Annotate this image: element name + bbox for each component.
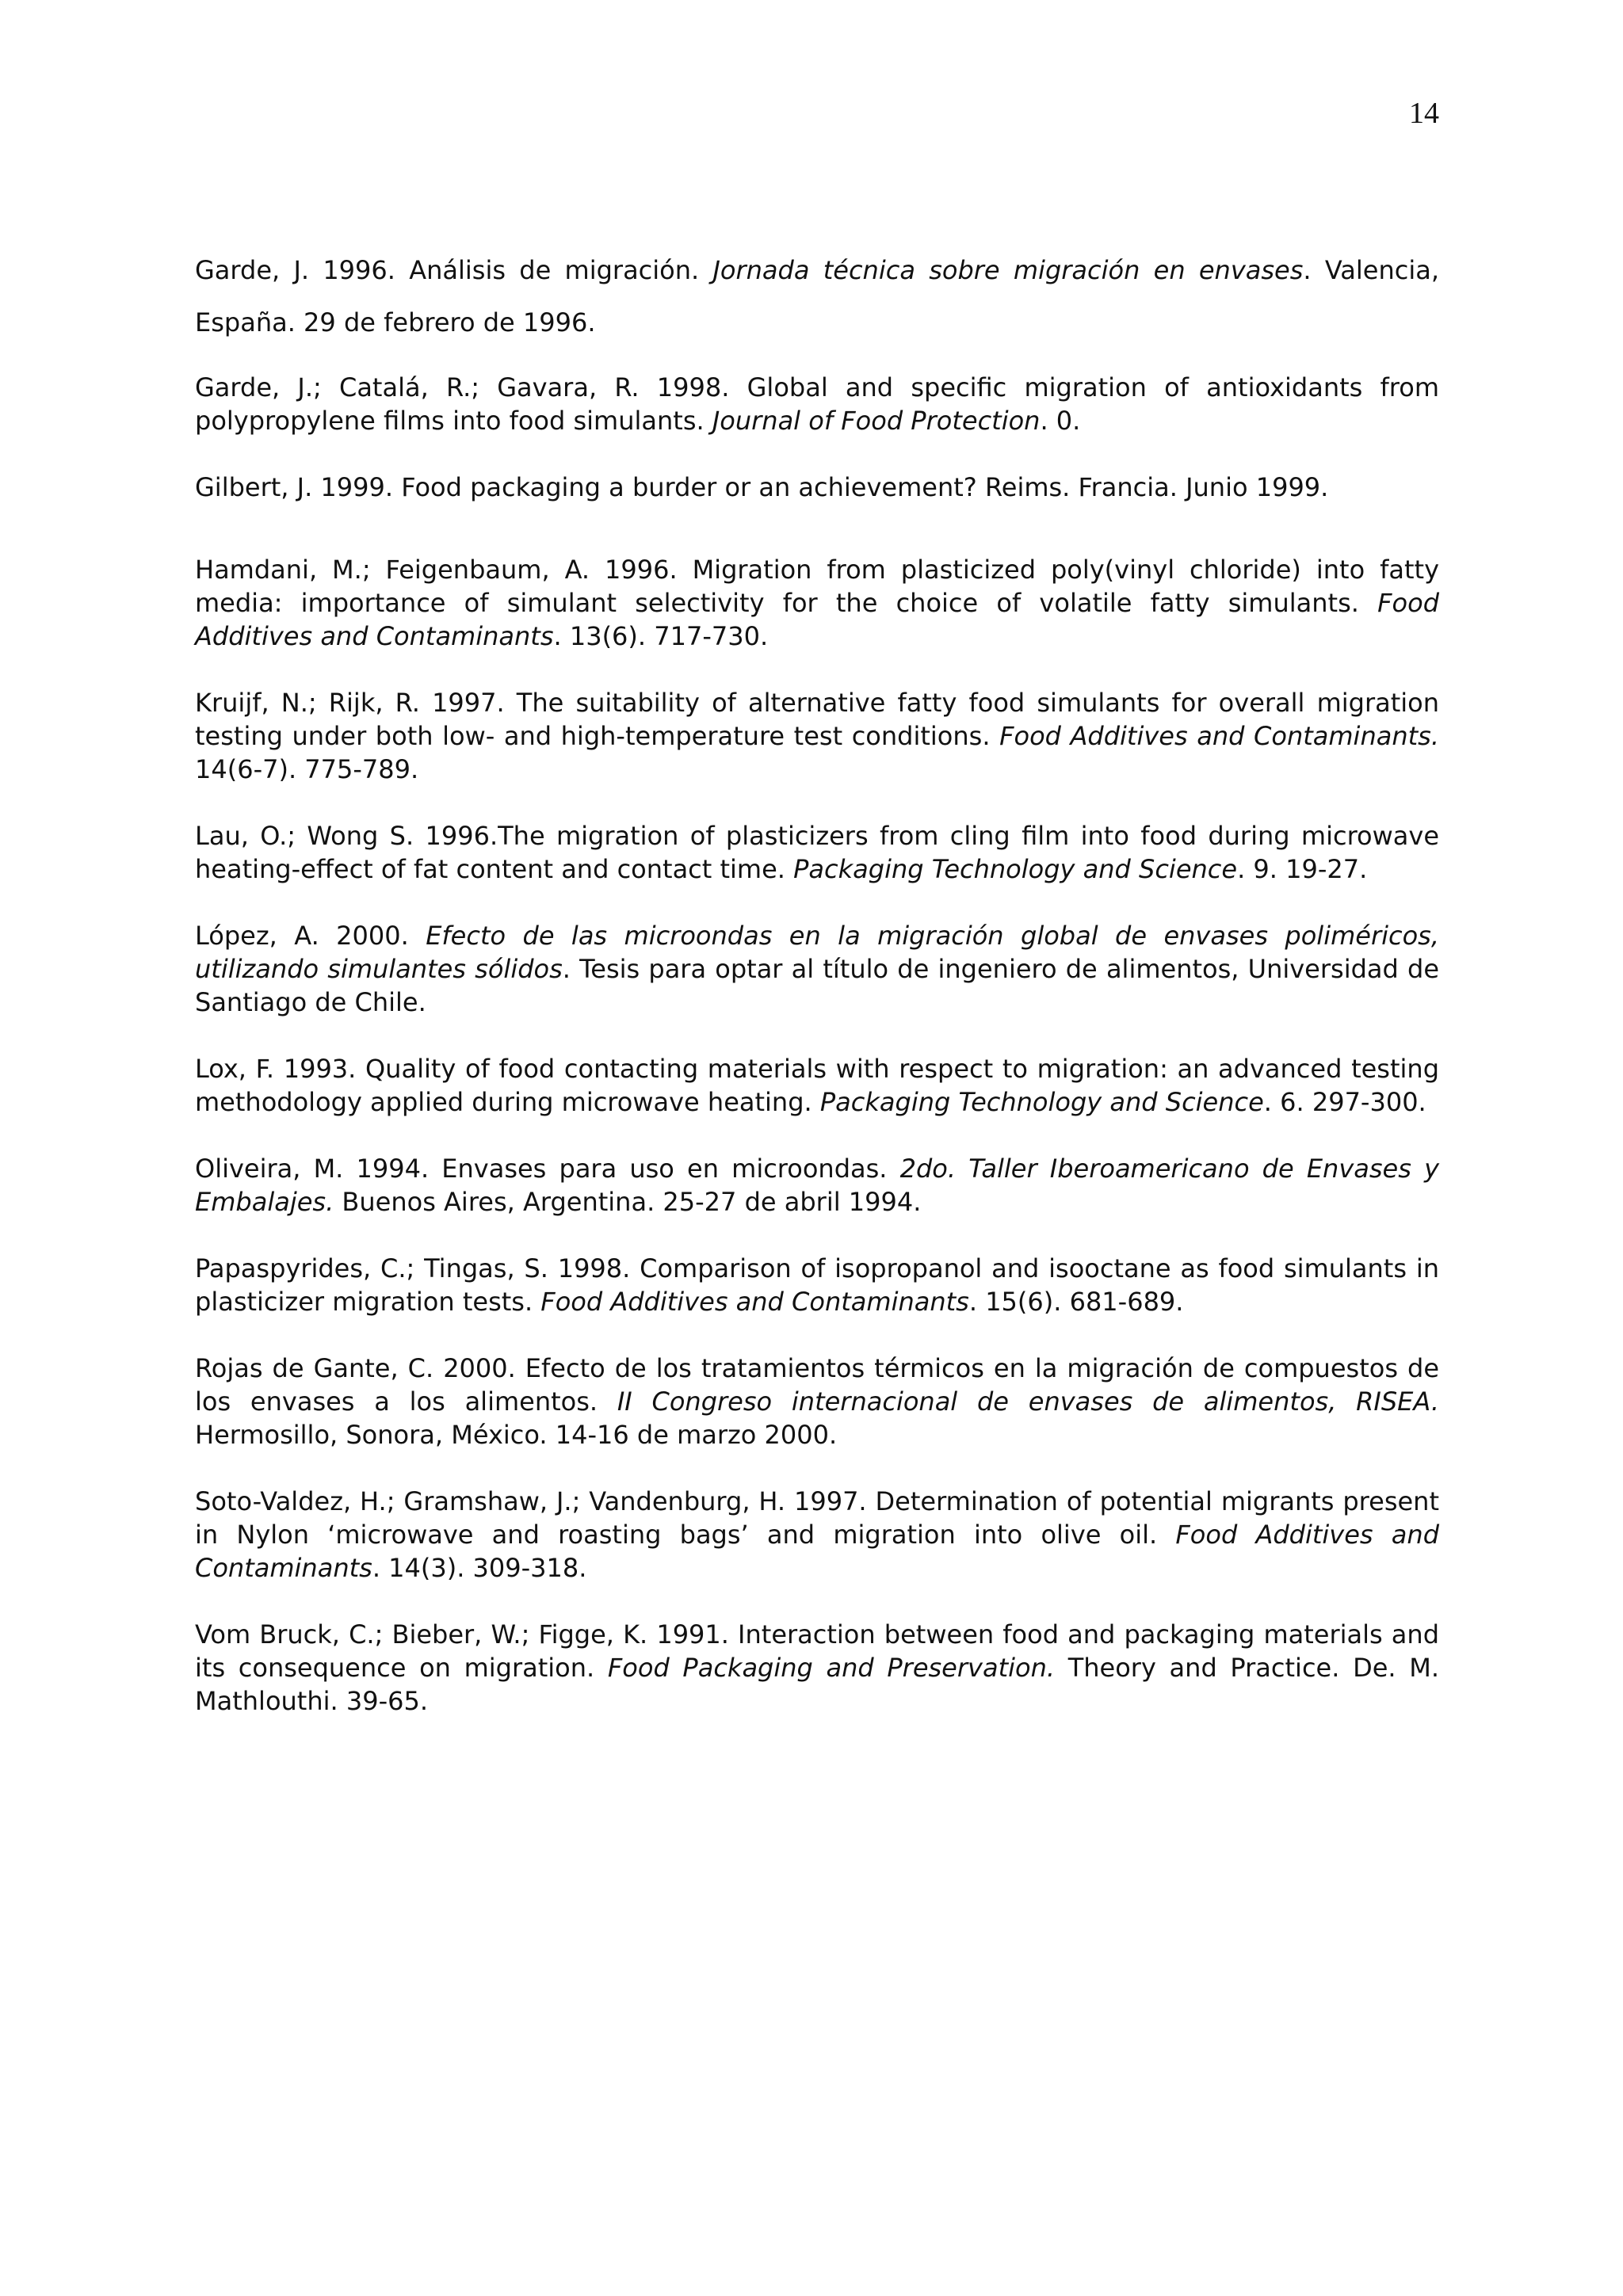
- reference-text: . 0.: [1040, 406, 1081, 436]
- reference-text: Garde, J.; Catalá, R.; Gavara, R. 1998. Global and specific migration of antioxidants from polypropylene films into food simulants.: [195, 372, 1439, 436]
- reference-text: Lox, F. 1993. Quality of food contacting materials with respect to migration: an advanced testing methodology applied during microwave heating.: [195, 1054, 1439, 1117]
- reference-italic-text: Food Additives and Contaminants: [540, 1287, 969, 1317]
- reference-italic-text: Efecto de las microondas en la migración global de envases poliméricos, utilizando simulantes sólidos: [195, 921, 1439, 984]
- reference-italic-text: Packaging Technology and Science: [819, 1087, 1264, 1117]
- reference-entry: [195, 553, 1439, 653]
- reference-italic-text: Food Packaging and Preservation.: [607, 1653, 1056, 1683]
- reference-text: Lau, O.; Wong S. 1996.The migration of plasticizers from cling film into food during microwave heating-effect of fat content and contact time.: [195, 821, 1439, 884]
- reference-entry: [195, 1485, 1439, 1585]
- reference-text: Soto-Valdez, H.; Gramshaw, J.; Vandenburg, H. 1997. Determination of potential migrants present in Nylon ‘microwave and roasting bags’ and migration into olive oil.: [195, 1486, 1439, 1550]
- reference-text: López, A. 2000.: [195, 921, 426, 951]
- reference-entry: [195, 244, 1439, 349]
- reference-entry: [195, 371, 1439, 437]
- reference-entry: [195, 1052, 1439, 1119]
- reference-text: Garde, J. 1996. Análisis de migración.: [195, 255, 713, 285]
- reference-entry: [195, 1152, 1439, 1219]
- reference-text: . 6. 297-300.: [1263, 1087, 1426, 1117]
- reference-list: [195, 244, 1439, 1751]
- reference-text: Kruijf, N.; Rijk, R. 1997. The suitability of alternative fatty food simulants for overall migration testing under both low- and high-temperature test conditions.: [195, 688, 1439, 751]
- reference-text: . 14(3). 309-318.: [372, 1553, 587, 1583]
- reference-text: Vom Bruck, C.; Bieber, W.; Figge, K. 1991. Interaction between food and packaging materials and its consequence on migration.: [195, 1619, 1439, 1683]
- reference-text: Oliveira, M. 1994. Envases para uso en microondas.: [195, 1154, 900, 1184]
- reference-text: . 9. 19-27.: [1237, 854, 1368, 884]
- reference-text: Buenos Aires, Argentina. 25-27 de abril 1994.: [334, 1187, 922, 1217]
- reference-text: Hamdani, M.; Feigenbaum, A. 1996. Migration from plasticized poly(vinyl chloride) into fatty media: importance of simulant selectivity for the choice of volatile fatty simulants.: [195, 555, 1439, 618]
- reference-italic-text: Food Additives and Contaminants: [195, 588, 1439, 651]
- reference-text: . Tesis para optar al título de ingeniero de alimentos, Universidad de Santiago de Chile.: [195, 954, 1440, 1017]
- reference-entry: [195, 686, 1439, 786]
- reference-entry: [195, 1352, 1439, 1451]
- reference-text: Papaspyrides, C.; Tingas, S. 1998. Comparison of isopropanol and isooctane as food simulants in plasticizer migration tests.: [195, 1253, 1439, 1317]
- reference-text: . Valencia, España. 29 de febrero de 1996.: [195, 255, 1440, 338]
- reference-entry: [195, 819, 1439, 886]
- reference-italic-text: Packaging Technology and Science: [793, 854, 1238, 884]
- reference-italic-text: Journal of Food Protection: [712, 406, 1041, 436]
- reference-entry: [195, 471, 1439, 504]
- reference-entry: [195, 1252, 1439, 1318]
- reference-text: . 13(6). 717-730.: [553, 621, 769, 651]
- reference-italic-text: Jornada técnica sobre migración en envases: [712, 255, 1304, 285]
- reference-text: . 15(6). 681-689.: [968, 1287, 1184, 1317]
- reference-italic-text: Food Additives and Contaminants.: [999, 721, 1440, 751]
- reference-entry: [195, 919, 1439, 1019]
- reference-text: Rojas de Gante, C. 2000. Efecto de los tratamientos térmicos en la migración de compuestos de los envases a los alimentos.: [195, 1353, 1439, 1417]
- reference-entry: [195, 1618, 1439, 1718]
- reference-text: 14(6-7). 775-789.: [195, 754, 419, 784]
- reference-italic-text: Food Additives and Contaminants: [195, 1520, 1439, 1583]
- page-number: 14: [1409, 97, 1439, 130]
- reference-italic-text: 2do. Taller Iberoamericano de Envases y Embalajes.: [195, 1154, 1440, 1217]
- reference-text: Gilbert, J. 1999. Food packaging a burder or an achievement? Reims. Francia. Junio 1999.: [195, 472, 1329, 502]
- reference-italic-text: II Congreso internacional de envases de alimentos, RISEA.: [617, 1386, 1439, 1417]
- reference-text: Theory and Practice. De. M. Mathlouthi. 39-65.: [195, 1653, 1440, 1716]
- reference-text: Hermosillo, Sonora, México. 14-16 de marzo 2000.: [195, 1420, 838, 1450]
